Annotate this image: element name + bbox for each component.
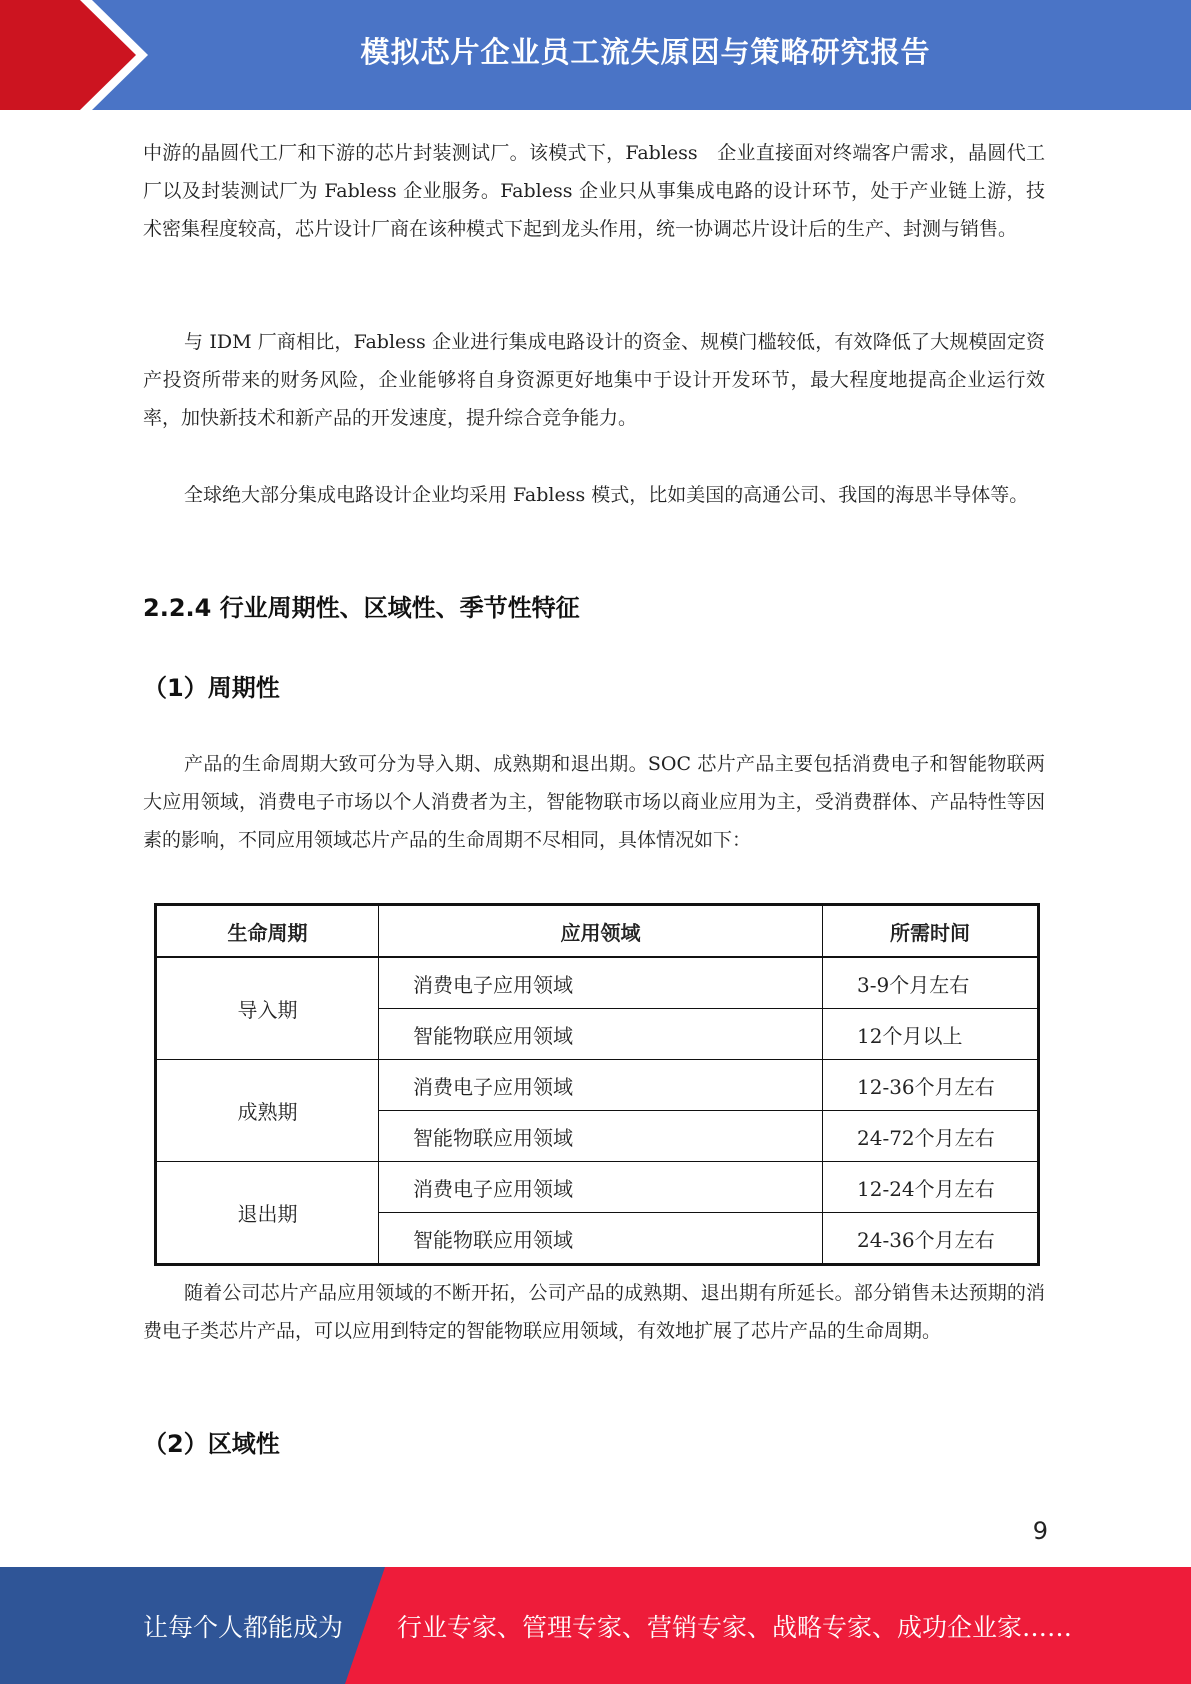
- paragraph-global-fabless: 全球绝大部分集成电路设计企业均采用 Fabless 模式，比如美国的高通公司、我国的海思半导体等。: [184, 484, 1029, 506]
- time-cell: 24-72个月左右: [823, 1111, 1039, 1162]
- section-heading: 2.2.4 行业周期性、区域性、季节性特征: [143, 594, 580, 622]
- table-row: [156, 1060, 1039, 1111]
- domain-cell: 消费电子应用领域: [379, 1060, 823, 1111]
- domain-cell: 智能物联应用领域: [379, 1213, 823, 1265]
- page-footer: [0, 1567, 1191, 1684]
- table-header-cell: 应用领域: [379, 905, 823, 958]
- document-title: 模拟芯片企业员工流失原因与策略研究报告: [360, 34, 931, 69]
- sub-heading-cyclicality: （1）周期性: [143, 674, 280, 702]
- paragraph-idm-comparison: 与 IDM 厂商相比，Fabless 企业进行集成电路设计的资金、规模门槛较低，有效降低了大规模固定资产投资所带来的财务风险，企业能够将自身资源更好地集中于设计开发环节，最大程度地提高企业运行效率，加快新技术和新产品的开发速度，提升综合竞争能力。: [143, 331, 1045, 429]
- footer-slogan-left: 让每个人都能成为: [143, 1612, 344, 1642]
- time-cell: 12个月以上: [823, 1009, 1039, 1060]
- paragraph-life-cycle: 产品的生命周期大致可分为导入期、成熟期和退出期。SOC 芯片产品主要包括消费电子和智能物联两大应用领域，消费电子市场以个人消费者为主，智能物联市场以商业应用为主，受消费群体、产品特性等因素的影响，不同应用领域芯片产品的生命周期不尽相同，具体情况如下：: [143, 753, 1045, 851]
- time-cell: 12-24个月左右: [823, 1162, 1039, 1213]
- table-row: [156, 1162, 1039, 1213]
- page-header: [0, 0, 1191, 110]
- domain-cell: 智能物联应用领域: [379, 1111, 823, 1162]
- life-cycle-table: [154, 903, 1040, 1266]
- time-cell: 12-36个月左右: [823, 1060, 1039, 1111]
- stage-cell: 导入期: [156, 957, 379, 1060]
- table-header-cell: 所需时间: [823, 905, 1039, 958]
- domain-cell: 智能物联应用领域: [379, 1009, 823, 1060]
- page-number: 9: [1032, 1517, 1048, 1545]
- paragraph-fabless-model: 中游的晶圆代工厂和下游的芯片封装测试厂。该模式下，Fabless 企业直接面对终端客户需求，晶圆代工厂以及封装测试厂为 Fabless 企业服务。Fabless 企业只从事集成电路的设计环节，处于产业链上游，技术密集程度较高，芯片设计厂商在该种模式下起到龙头作用，统一协调芯片设计后的生产、封测与销售。: [143, 142, 1045, 240]
- domain-cell: 消费电子应用领域: [379, 957, 823, 1009]
- stage-cell: 成熟期: [156, 1060, 379, 1162]
- sub-heading-regionality: （2）区域性: [143, 1430, 280, 1458]
- time-cell: 24-36个月左右: [823, 1213, 1039, 1265]
- table-header-cell: 生命周期: [156, 905, 379, 958]
- header-chevron-decoration: [0, 0, 160, 110]
- domain-cell: 消费电子应用领域: [379, 1162, 823, 1213]
- footer-slogan-right: 行业专家、管理专家、营销专家、战略专家、成功企业家……: [397, 1612, 1073, 1642]
- stage-cell: 退出期: [156, 1162, 379, 1265]
- paragraph-extension: 随着公司芯片产品应用领域的不断开拓，公司产品的成熟期、退出期有所延长。部分销售未达预期的消费电子类芯片产品，可以应用到特定的智能物联应用领域，有效地扩展了芯片产品的生命周期。: [143, 1282, 1045, 1342]
- table-header-row: [156, 905, 1039, 958]
- time-cell: 3-9个月左右: [823, 957, 1039, 1009]
- table-row: [156, 957, 1039, 1009]
